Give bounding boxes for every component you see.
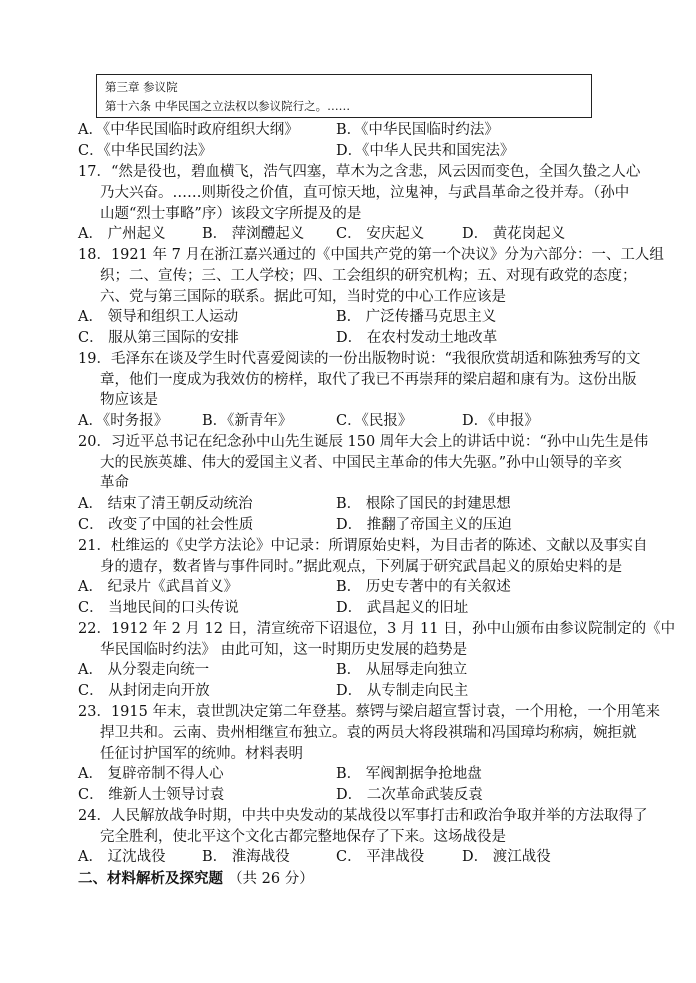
q17-line-3: 山题“烈士事略”序）该段文字所提及的是 <box>100 206 362 222</box>
q20-line-2: 大的民族英雄、伟大的爱国主义者、中国民主革命的伟大先驱。”孙中山领导的辛亥 <box>100 455 623 471</box>
q16-option-d: D．《中华人民共和国宪法》 <box>336 143 515 159</box>
q24-option-b: B． 淮海战役 <box>202 849 290 865</box>
quote-line-1: 第三章 参议院 <box>105 80 178 94</box>
q18-line-1: 18．1921 年 7 月在浙江嘉兴通过的《中国共产党的第一个决议》分为六部分：一、工人组 <box>78 247 664 263</box>
q17-option-b: B． 萍浏醴起义 <box>202 226 305 242</box>
q17-option-c: C． 安庆起义 <box>336 226 425 242</box>
q20-line-1: 20．习近平总书记在纪念孙中山先生诞辰 150 周年大会上的讲话中说：“孙中山先生是伟 <box>78 434 649 450</box>
q24-option-a: A． 辽沈战役 <box>78 849 166 865</box>
q21-line-2: 身的遗存，数者皆与事件同时。”据此观点，下列属于研究武昌起义的原始史料的是 <box>100 559 623 575</box>
q20-option-d: D． 推翻了帝国主义的压迫 <box>336 517 512 533</box>
section-2-title: 二、材料解析及探究题 <box>78 870 223 887</box>
q23-option-c: C． 维新人士领导讨袁 <box>78 787 225 803</box>
q20-option-b: B． 根除了国民的封建思想 <box>336 496 511 512</box>
q16-option-c: C．《中华民国约法》 <box>78 143 213 159</box>
q23-option-b: B． 军阀割据争抢地盘 <box>336 766 482 782</box>
q22-option-b: B． 从屈辱走向独立 <box>336 662 468 678</box>
q19-option-d: D．《申报》 <box>462 413 539 429</box>
q22-line-1: 22．1912 年 2 月 12 日，清宣统帝下诏退位，3 月 11 日，孙中山颁布由参议院制定的《中 <box>78 621 676 637</box>
q20-option-c: C． 改变了中国的社会性质 <box>78 517 254 533</box>
q22-line-2: 华民国临时约法》 由此可知，这一时期历史发展的趋势是 <box>100 642 468 658</box>
q19-option-c: C．《民报》 <box>336 413 413 429</box>
section-2-heading <box>78 869 314 889</box>
q18-option-d: D． 在农村发动土地改革 <box>336 330 498 346</box>
q22-option-c: C． 从封闭走向开放 <box>78 683 210 699</box>
q19-line-1: 19．毛泽东在谈及学生时代喜爱阅读的一份出版物时说：“我很欣赏胡适和陈独秀写的文 <box>78 351 641 367</box>
q17-line-1: 17．“然是役也，碧血横飞，浩气四塞，草木为之含悲，风云因而变色，全国久蛰之人心 <box>78 164 641 180</box>
q21-option-c: C． 当地民间的口头传说 <box>78 600 239 616</box>
q18-option-a: A． 领导和组织工人运动 <box>78 309 239 325</box>
q19-line-2: 章，他们一度成为我效仿的榜样，取代了我已不再崇拜的梁启超和康有为。这份出版 <box>100 372 637 388</box>
section-2-points: （共 26 分） <box>228 871 314 887</box>
q23-option-d: D． 二次革命武装反袁 <box>336 787 483 803</box>
q18-option-c: C． 服从第三国际的安排 <box>78 330 239 346</box>
q24-line-2: 完全胜利，使北平这个文化古都完整地保存了下来。这场战役是 <box>100 829 506 845</box>
q19-option-b: B．《新青年》 <box>202 413 293 429</box>
q17-line-2: 乃大兴奋。……则斯役之价值，直可惊天地，泣鬼神，与武昌革命之役并寿。（孙中 <box>100 185 630 201</box>
q21-option-b: B． 历史专著中的有关叙述 <box>336 579 511 595</box>
q22-option-a: A． 从分裂走向统一 <box>78 662 210 678</box>
q19-option-a: A．《时务报》 <box>78 413 169 429</box>
q16-option-b: B．《中华民国临时约法》 <box>336 122 499 138</box>
q19-line-3: 物应该是 <box>100 392 158 408</box>
q21-option-a: A． 纪录片《武昌首义》 <box>78 579 239 595</box>
q18-line-3: 六、党与第三国际的联系。据此可知，当时党的中心工作应该是 <box>100 289 506 305</box>
q18-line-2: 织；二、宣传；三、工人学校；四、工会组织的研究机构；五、对现有政党的态度； <box>100 268 637 284</box>
q22-option-d: D． 从专制走向民主 <box>336 683 469 699</box>
q24-option-c: C． 平津战役 <box>336 849 425 865</box>
q24-line-1: 24．人民解放战争时期，中共中央发动的某战役以军事打击和政治争取并举的方法取得了 <box>78 808 648 824</box>
q24-option-d: D． 渡江战役 <box>462 849 551 865</box>
q17-option-a: A． 广州起义 <box>78 226 166 242</box>
q21-line-1: 21．杜维运的《史学方法论》中记录：所谓原始史料，为目击者的陈述、文献以及事实自 <box>78 538 648 554</box>
q20-line-3: 革命 <box>100 475 129 491</box>
q20-option-a: A． 结束了清王朝反动统治 <box>78 496 253 512</box>
q23-line-3: 任征讨护国军的统帅。材料表明 <box>100 746 303 762</box>
quote-box <box>96 74 592 118</box>
q23-line-1: 23．1915 年末，袁世凯决定第二年登基。蔡锷与梁启超宣誓讨袁，一个用枪，一个用笔来 <box>78 704 660 720</box>
q16-option-a: A．《中华民国临时政府组织大纲》 <box>78 122 299 138</box>
q23-line-2: 捍卫共和。云南、贵州相继宣布独立。袁的两员大将段祺瑞和冯国璋均称病，婉拒就 <box>100 725 637 741</box>
q23-option-a: A． 复辟帝制不得人心 <box>78 766 224 782</box>
q21-option-d: D． 武昌起义的旧址 <box>336 600 469 616</box>
q18-option-b: B． 广泛传播马克思主义 <box>336 309 497 325</box>
quote-line-2: 第十六条 中华民国之立法权以参议院行之。…… <box>105 99 351 113</box>
q17-option-d: D． 黄花岗起义 <box>462 226 566 242</box>
